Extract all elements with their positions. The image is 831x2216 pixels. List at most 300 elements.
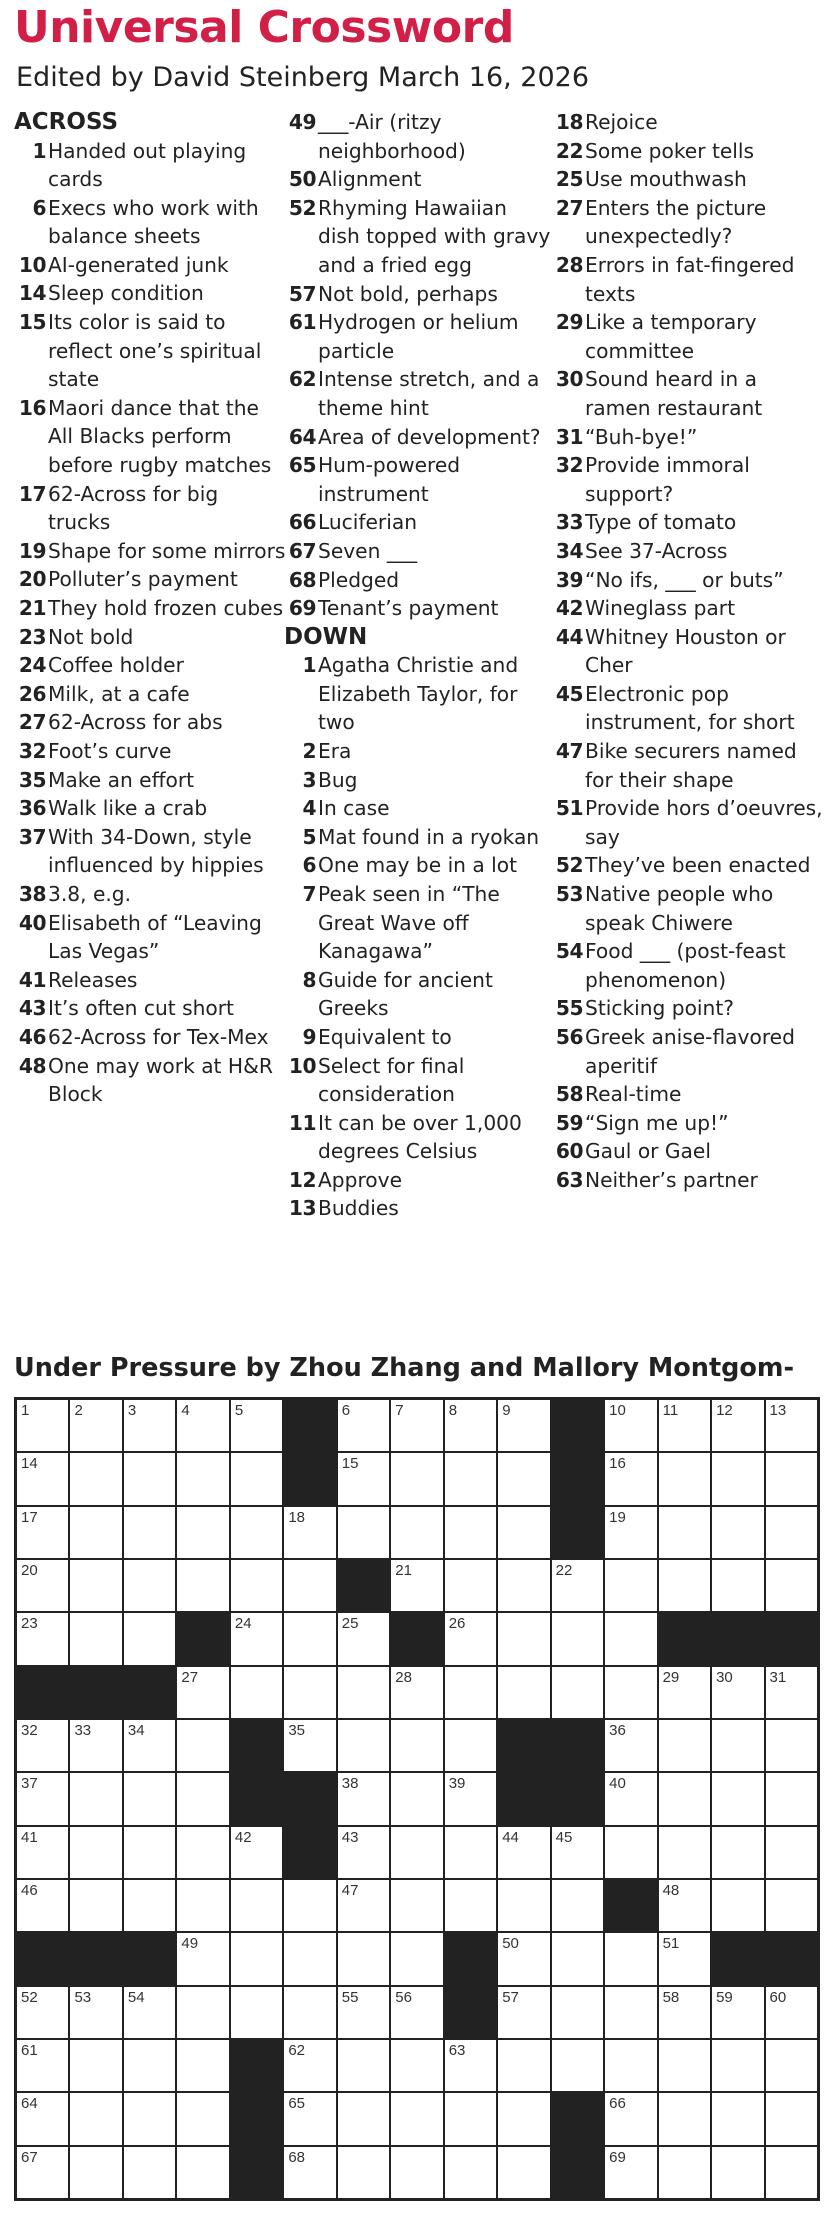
grid-cell[interactable] bbox=[445, 1667, 496, 1718]
grid-cell[interactable] bbox=[70, 2093, 121, 2144]
grid-cell[interactable] bbox=[391, 1453, 442, 1504]
across-clue-10[interactable] bbox=[14, 251, 286, 280]
grid-cell[interactable] bbox=[70, 1880, 121, 1931]
grid-cell[interactable] bbox=[124, 2093, 175, 2144]
grid-cell[interactable] bbox=[498, 1400, 549, 1451]
grid-cell[interactable] bbox=[498, 1880, 549, 1931]
grid-cell[interactable] bbox=[605, 1987, 656, 2038]
grid-cell[interactable] bbox=[391, 1880, 442, 1931]
grid-cell[interactable] bbox=[605, 1453, 656, 1504]
grid-cell[interactable] bbox=[70, 1720, 121, 1771]
down-clue-54[interactable] bbox=[551, 937, 827, 994]
grid-cell[interactable] bbox=[284, 2093, 335, 2144]
grid-cell[interactable] bbox=[338, 1507, 389, 1558]
down-clue-32[interactable] bbox=[551, 451, 827, 508]
grid-cell[interactable] bbox=[605, 1507, 656, 1558]
grid-cell[interactable] bbox=[659, 1667, 710, 1718]
down-clue-30[interactable] bbox=[551, 365, 827, 422]
grid-cell[interactable] bbox=[498, 1560, 549, 1611]
down-clue-8[interactable] bbox=[284, 966, 554, 1023]
grid-cell[interactable] bbox=[17, 1773, 68, 1824]
grid-cell[interactable] bbox=[17, 1827, 68, 1878]
grid-cell[interactable] bbox=[712, 2093, 763, 2144]
across-clue-49[interactable] bbox=[284, 108, 554, 165]
grid-cell[interactable] bbox=[712, 1827, 763, 1878]
down-clue-63[interactable] bbox=[551, 1166, 827, 1195]
grid-cell[interactable] bbox=[659, 2147, 710, 2198]
grid-cell[interactable] bbox=[659, 1453, 710, 1504]
grid-cell[interactable] bbox=[766, 2147, 817, 2198]
down-clue-4[interactable] bbox=[284, 794, 554, 823]
grid-cell[interactable] bbox=[338, 1667, 389, 1718]
cell-number: 54 bbox=[127, 1988, 145, 2006]
across-clue-41[interactable] bbox=[14, 966, 286, 995]
grid-cell[interactable] bbox=[659, 2040, 710, 2091]
grid-cell[interactable] bbox=[445, 1773, 496, 1824]
grid-cell[interactable] bbox=[177, 1880, 228, 1931]
grid-cell[interactable] bbox=[124, 1613, 175, 1664]
grid-cell[interactable] bbox=[552, 1827, 603, 1878]
grid-cell[interactable] bbox=[552, 1667, 603, 1718]
down-clue-60[interactable] bbox=[551, 1137, 827, 1166]
grid-cell[interactable] bbox=[338, 1987, 389, 2038]
grid-cell[interactable] bbox=[605, 1933, 656, 1984]
grid-cell[interactable] bbox=[766, 1667, 817, 1718]
grid-cell[interactable] bbox=[338, 1773, 389, 1824]
grid-cell[interactable] bbox=[17, 2147, 68, 2198]
grid-cell[interactable] bbox=[445, 2147, 496, 2198]
grid-cell[interactable] bbox=[124, 1987, 175, 2038]
grid-cell[interactable] bbox=[766, 1507, 817, 1558]
grid-cell[interactable] bbox=[231, 1453, 282, 1504]
grid-cell[interactable] bbox=[17, 1400, 68, 1451]
grid-cell[interactable] bbox=[338, 1453, 389, 1504]
grid-cell[interactable] bbox=[231, 1613, 282, 1664]
grid-cell[interactable] bbox=[552, 2040, 603, 2091]
grid-cell[interactable] bbox=[766, 2040, 817, 2091]
grid-cell[interactable] bbox=[766, 1880, 817, 1931]
grid-cell[interactable] bbox=[338, 1827, 389, 1878]
grid-cell[interactable] bbox=[552, 1933, 603, 1984]
grid-cell[interactable] bbox=[712, 1400, 763, 1451]
across-clue-61[interactable] bbox=[284, 308, 554, 365]
down-clue-12[interactable] bbox=[284, 1166, 554, 1195]
grid-cell[interactable] bbox=[17, 2040, 68, 2091]
grid-cell[interactable] bbox=[766, 1720, 817, 1771]
grid-cell[interactable] bbox=[712, 2147, 763, 2198]
clue-number: 41 bbox=[18, 967, 46, 992]
grid-cell[interactable] bbox=[445, 1453, 496, 1504]
grid-cell[interactable] bbox=[712, 1880, 763, 1931]
grid-cell[interactable] bbox=[445, 1560, 496, 1611]
down-clue-42[interactable] bbox=[551, 594, 827, 623]
grid-cell[interactable] bbox=[70, 1613, 121, 1664]
grid-cell[interactable] bbox=[445, 2093, 496, 2144]
grid-cell[interactable] bbox=[284, 2040, 335, 2091]
clue-number: 37 bbox=[18, 824, 46, 849]
clue-text: AI-generated junk bbox=[48, 252, 229, 277]
grid-cell[interactable] bbox=[338, 1400, 389, 1451]
down-clue-3[interactable] bbox=[284, 766, 554, 795]
clue-number: 48 bbox=[18, 1053, 46, 1078]
across-clue-27[interactable] bbox=[14, 708, 286, 737]
cell-number: 69 bbox=[609, 2148, 626, 2166]
grid-cell[interactable] bbox=[70, 1987, 121, 2038]
grid-cell[interactable] bbox=[17, 1987, 68, 2038]
grid-cell[interactable] bbox=[231, 1933, 282, 1984]
grid-cell[interactable] bbox=[659, 1827, 710, 1878]
grid-cell[interactable] bbox=[391, 1987, 442, 2038]
down-clue-5[interactable] bbox=[284, 823, 554, 852]
grid-cell[interactable] bbox=[70, 1827, 121, 1878]
grid-cell[interactable] bbox=[177, 1400, 228, 1451]
grid-cell[interactable] bbox=[605, 1773, 656, 1824]
across-clue-1[interactable] bbox=[14, 137, 286, 194]
grid-cell[interactable] bbox=[124, 1773, 175, 1824]
crossword-grid[interactable] bbox=[14, 1397, 820, 2201]
grid-cell[interactable] bbox=[391, 1773, 442, 1824]
grid-cell[interactable] bbox=[284, 1933, 335, 1984]
grid-cell[interactable] bbox=[391, 2147, 442, 2198]
across-clue-21[interactable] bbox=[14, 594, 286, 623]
down-clue-2[interactable] bbox=[284, 737, 554, 766]
cell-number: 33 bbox=[74, 1721, 92, 1739]
grid-cell[interactable] bbox=[124, 2147, 175, 2198]
black-square bbox=[552, 1507, 603, 1558]
grid-cell[interactable] bbox=[124, 1827, 175, 1878]
grid-cell[interactable] bbox=[659, 2093, 710, 2144]
black-square bbox=[284, 1400, 335, 1451]
grid-cell[interactable] bbox=[231, 1560, 282, 1611]
grid-cell[interactable] bbox=[659, 1933, 710, 1984]
grid-cell[interactable] bbox=[498, 2147, 549, 2198]
down-clue-13[interactable] bbox=[284, 1194, 554, 1223]
down-clue-1[interactable] bbox=[284, 651, 554, 737]
grid-cell[interactable] bbox=[659, 1880, 710, 1931]
cell-number: 22 bbox=[555, 1561, 573, 1579]
down-clue-53[interactable] bbox=[551, 880, 827, 937]
clue-text: “No ifs, ___ or buts” bbox=[585, 567, 784, 592]
across-clue-69[interactable] bbox=[284, 594, 554, 623]
grid-cell[interactable] bbox=[231, 1507, 282, 1558]
clue-text: Neither’s partner bbox=[585, 1167, 758, 1192]
across-clue-16[interactable] bbox=[14, 394, 286, 480]
grid-cell[interactable] bbox=[766, 1453, 817, 1504]
grid-cell[interactable] bbox=[231, 1987, 282, 2038]
grid-cell[interactable] bbox=[498, 1453, 549, 1504]
grid-cell[interactable] bbox=[498, 1827, 549, 1878]
across-clue-64[interactable] bbox=[284, 423, 554, 452]
grid-cell[interactable] bbox=[231, 1827, 282, 1878]
across-clue-43[interactable] bbox=[14, 994, 286, 1023]
grid-cell[interactable] bbox=[766, 2093, 817, 2144]
grid-cell[interactable] bbox=[177, 2147, 228, 2198]
grid-cell[interactable] bbox=[70, 1507, 121, 1558]
grid-cell[interactable] bbox=[177, 1773, 228, 1824]
down-clue-56[interactable] bbox=[551, 1023, 827, 1080]
grid-cell[interactable] bbox=[70, 1453, 121, 1504]
grid-cell[interactable] bbox=[391, 1667, 442, 1718]
grid-cell[interactable] bbox=[766, 1827, 817, 1878]
grid-cell[interactable] bbox=[17, 1560, 68, 1611]
grid-cell[interactable] bbox=[445, 1880, 496, 1931]
across-clue-37[interactable] bbox=[14, 823, 286, 880]
grid-cell[interactable] bbox=[70, 2040, 121, 2091]
grid-cell[interactable] bbox=[338, 1720, 389, 1771]
grid-cell[interactable] bbox=[17, 1720, 68, 1771]
across-clue-26[interactable] bbox=[14, 680, 286, 709]
clue-number: 27 bbox=[555, 195, 583, 220]
grid-cell[interactable] bbox=[17, 2093, 68, 2144]
grid-cell[interactable] bbox=[17, 1453, 68, 1504]
grid-cell[interactable] bbox=[712, 1987, 763, 2038]
grid-cell[interactable] bbox=[17, 1880, 68, 1931]
grid-cell[interactable] bbox=[17, 1507, 68, 1558]
grid-cell[interactable] bbox=[177, 1720, 228, 1771]
across-clue-20[interactable] bbox=[14, 565, 286, 594]
down-clue-47[interactable] bbox=[551, 737, 827, 794]
grid-cell[interactable] bbox=[659, 1987, 710, 2038]
grid-cell[interactable] bbox=[445, 2040, 496, 2091]
grid-cell[interactable] bbox=[498, 1613, 549, 1664]
across-clue-38[interactable] bbox=[14, 880, 286, 909]
grid-cell[interactable] bbox=[605, 1400, 656, 1451]
across-clue-35[interactable] bbox=[14, 766, 286, 795]
grid-cell[interactable] bbox=[766, 1773, 817, 1824]
clue-text: One may be in a lot bbox=[318, 853, 518, 878]
cell-number: 38 bbox=[341, 1775, 359, 1793]
grid-cell[interactable] bbox=[605, 1560, 656, 1611]
down-clue-28[interactable] bbox=[551, 251, 827, 308]
grid-cell[interactable] bbox=[498, 1987, 549, 2038]
grid-cell[interactable] bbox=[391, 1933, 442, 1984]
grid-cell[interactable] bbox=[445, 1400, 496, 1451]
grid-cell[interactable] bbox=[391, 1720, 442, 1771]
grid-cell[interactable] bbox=[284, 1667, 335, 1718]
grid-cell[interactable] bbox=[605, 1827, 656, 1878]
grid-cell[interactable] bbox=[338, 2093, 389, 2144]
grid-cell[interactable] bbox=[17, 1613, 68, 1664]
clue-number: 58 bbox=[555, 1082, 583, 1107]
grid-cell[interactable] bbox=[605, 1667, 656, 1718]
grid-cell[interactable] bbox=[177, 1560, 228, 1611]
across-clue-67[interactable] bbox=[284, 537, 554, 566]
grid-cell[interactable] bbox=[712, 1773, 763, 1824]
grid-cell[interactable] bbox=[284, 1560, 335, 1611]
grid-cell[interactable] bbox=[445, 1507, 496, 1558]
grid-cell[interactable] bbox=[445, 1613, 496, 1664]
grid-cell[interactable] bbox=[605, 1613, 656, 1664]
grid-cell[interactable] bbox=[177, 1933, 228, 1984]
cell-number: 47 bbox=[341, 1881, 359, 1899]
down-clue-6[interactable] bbox=[284, 851, 554, 880]
across-clue-57[interactable] bbox=[284, 280, 554, 309]
grid-cell[interactable] bbox=[498, 2093, 549, 2144]
grid-cell[interactable] bbox=[766, 1560, 817, 1611]
grid-cell[interactable] bbox=[712, 1667, 763, 1718]
down-clue-list bbox=[284, 651, 554, 1223]
grid-cell[interactable] bbox=[70, 2147, 121, 2198]
grid-cell[interactable] bbox=[124, 2040, 175, 2091]
grid-cell[interactable] bbox=[338, 1933, 389, 1984]
clue-number: 11 bbox=[288, 1110, 316, 1135]
cell-number: 19 bbox=[609, 1508, 626, 1526]
grid-cell[interactable] bbox=[338, 1613, 389, 1664]
cell-number: 53 bbox=[74, 1988, 92, 2006]
grid-cell[interactable] bbox=[391, 1507, 442, 1558]
grid-cell[interactable] bbox=[231, 1667, 282, 1718]
clue-number: 68 bbox=[288, 567, 316, 592]
grid-cell[interactable] bbox=[124, 1880, 175, 1931]
grid-cell[interactable] bbox=[712, 2040, 763, 2091]
grid-cell[interactable] bbox=[124, 1560, 175, 1611]
down-clue-34[interactable] bbox=[551, 537, 827, 566]
grid-cell[interactable] bbox=[605, 2040, 656, 2091]
grid-cell[interactable] bbox=[70, 1773, 121, 1824]
grid-cell[interactable] bbox=[124, 1453, 175, 1504]
clue-number: 54 bbox=[555, 939, 583, 964]
grid-cell[interactable] bbox=[177, 1507, 228, 1558]
clue-number: 7 bbox=[302, 881, 316, 906]
grid-cell[interactable] bbox=[498, 2040, 549, 2091]
grid-cell[interactable] bbox=[391, 2093, 442, 2144]
across-clue-36[interactable] bbox=[14, 794, 286, 823]
down-clue-9[interactable] bbox=[284, 1023, 554, 1052]
grid-cell[interactable] bbox=[284, 1720, 335, 1771]
grid-cell[interactable] bbox=[552, 1987, 603, 2038]
across-clue-32[interactable] bbox=[14, 737, 286, 766]
grid-cell[interactable] bbox=[391, 1560, 442, 1611]
across-clue-46[interactable] bbox=[14, 1023, 286, 1052]
down-clue-39[interactable] bbox=[551, 566, 827, 595]
grid-cell[interactable] bbox=[712, 1507, 763, 1558]
down-clue-33[interactable] bbox=[551, 508, 827, 537]
grid-cell[interactable] bbox=[177, 1453, 228, 1504]
down-clue-31[interactable] bbox=[551, 423, 827, 452]
grid-cell[interactable] bbox=[231, 1880, 282, 1931]
grid-cell[interactable] bbox=[177, 1827, 228, 1878]
grid-cell[interactable] bbox=[391, 1827, 442, 1878]
clue-text: “Buh-bye!” bbox=[585, 424, 698, 449]
down-clue-22[interactable] bbox=[551, 137, 827, 166]
grid-cell[interactable] bbox=[659, 1560, 710, 1611]
grid-cell[interactable] bbox=[659, 1720, 710, 1771]
grid-cell[interactable] bbox=[445, 1720, 496, 1771]
across-clue-68[interactable] bbox=[284, 566, 554, 595]
grid-cell[interactable] bbox=[712, 1720, 763, 1771]
across-clue-24[interactable] bbox=[14, 651, 286, 680]
clue-text: They hold frozen cubes bbox=[48, 596, 284, 620]
grid-cell[interactable] bbox=[177, 1667, 228, 1718]
across-clue-6[interactable] bbox=[14, 194, 286, 251]
down-clue-10[interactable] bbox=[284, 1052, 554, 1109]
across-clue-66[interactable] bbox=[284, 508, 554, 537]
grid-cell[interactable] bbox=[766, 1987, 817, 2038]
across-clue-62[interactable] bbox=[284, 365, 554, 422]
grid-cell[interactable] bbox=[124, 1720, 175, 1771]
grid-cell[interactable] bbox=[177, 2040, 228, 2091]
grid-cell[interactable] bbox=[284, 1880, 335, 1931]
down-clue-11[interactable] bbox=[284, 1109, 554, 1166]
grid-cell[interactable] bbox=[498, 1933, 549, 1984]
black-square bbox=[712, 1613, 763, 1664]
across-clue-52[interactable] bbox=[284, 194, 554, 280]
down-clue-25[interactable] bbox=[551, 165, 827, 194]
down-clue-7[interactable] bbox=[284, 880, 554, 966]
clue-number: 62 bbox=[288, 367, 316, 392]
down-clue-51[interactable] bbox=[551, 794, 827, 851]
grid-cell[interactable] bbox=[712, 1560, 763, 1611]
across-clue-14[interactable] bbox=[14, 279, 286, 308]
across-clue-23[interactable] bbox=[14, 623, 286, 652]
grid-cell[interactable] bbox=[177, 2093, 228, 2144]
down-clue-58[interactable] bbox=[551, 1080, 827, 1109]
grid-cell[interactable] bbox=[659, 1507, 710, 1558]
grid-cell[interactable] bbox=[605, 2147, 656, 2198]
clue-number: 16 bbox=[18, 395, 46, 420]
down-clue-29[interactable] bbox=[551, 308, 827, 365]
grid-cell[interactable] bbox=[766, 1400, 817, 1451]
down-clue-52[interactable] bbox=[551, 851, 827, 880]
grid-cell[interactable] bbox=[712, 1453, 763, 1504]
down-clue-27[interactable] bbox=[551, 194, 827, 251]
black-square bbox=[712, 1933, 763, 1984]
grid-cell[interactable] bbox=[552, 1613, 603, 1664]
grid-cell[interactable] bbox=[231, 1400, 282, 1451]
grid-cell[interactable] bbox=[338, 2147, 389, 2198]
grid-cell[interactable] bbox=[498, 1667, 549, 1718]
grid-cell[interactable] bbox=[659, 1773, 710, 1824]
grid-cell[interactable] bbox=[605, 2093, 656, 2144]
grid-cell[interactable] bbox=[338, 1880, 389, 1931]
grid-cell[interactable] bbox=[177, 1987, 228, 2038]
down-clue-18[interactable] bbox=[551, 108, 827, 137]
clue-number: 52 bbox=[288, 195, 316, 220]
across-clue-19[interactable] bbox=[14, 537, 286, 566]
grid-cell[interactable] bbox=[445, 1827, 496, 1878]
across-clue-48[interactable] bbox=[14, 1052, 286, 1109]
clue-text: Maori dance that the All Blacks perform before rugby matches bbox=[48, 395, 272, 478]
down-clue-44[interactable] bbox=[551, 623, 827, 680]
clue-text: Wineglass part bbox=[585, 596, 735, 621]
across-clue-17[interactable] bbox=[14, 480, 286, 537]
down-clue-55[interactable] bbox=[551, 994, 827, 1023]
grid-cell[interactable] bbox=[124, 1507, 175, 1558]
across-clue-15[interactable] bbox=[14, 308, 286, 394]
grid-cell[interactable] bbox=[284, 1987, 335, 2038]
grid-cell[interactable] bbox=[284, 1613, 335, 1664]
grid-cell[interactable] bbox=[498, 1507, 549, 1558]
grid-cell[interactable] bbox=[284, 2147, 335, 2198]
grid-cell[interactable] bbox=[70, 1560, 121, 1611]
across-clue-65[interactable] bbox=[284, 451, 554, 508]
clue-text: Era bbox=[318, 738, 352, 763]
grid-cell[interactable] bbox=[391, 1400, 442, 1451]
down-clue-45[interactable] bbox=[551, 680, 827, 737]
down-clue-59[interactable] bbox=[551, 1109, 827, 1138]
grid-cell[interactable] bbox=[391, 2040, 442, 2091]
across-clue-40[interactable] bbox=[14, 909, 286, 966]
grid-cell[interactable] bbox=[70, 1400, 121, 1451]
grid-cell[interactable] bbox=[284, 1507, 335, 1558]
grid-cell[interactable] bbox=[338, 2040, 389, 2091]
grid-cell[interactable] bbox=[605, 1720, 656, 1771]
grid-cell[interactable] bbox=[659, 1400, 710, 1451]
grid-cell[interactable] bbox=[124, 1400, 175, 1451]
grid-cell[interactable] bbox=[552, 1560, 603, 1611]
grid-cell[interactable] bbox=[552, 1880, 603, 1931]
across-clue-50[interactable] bbox=[284, 165, 554, 194]
